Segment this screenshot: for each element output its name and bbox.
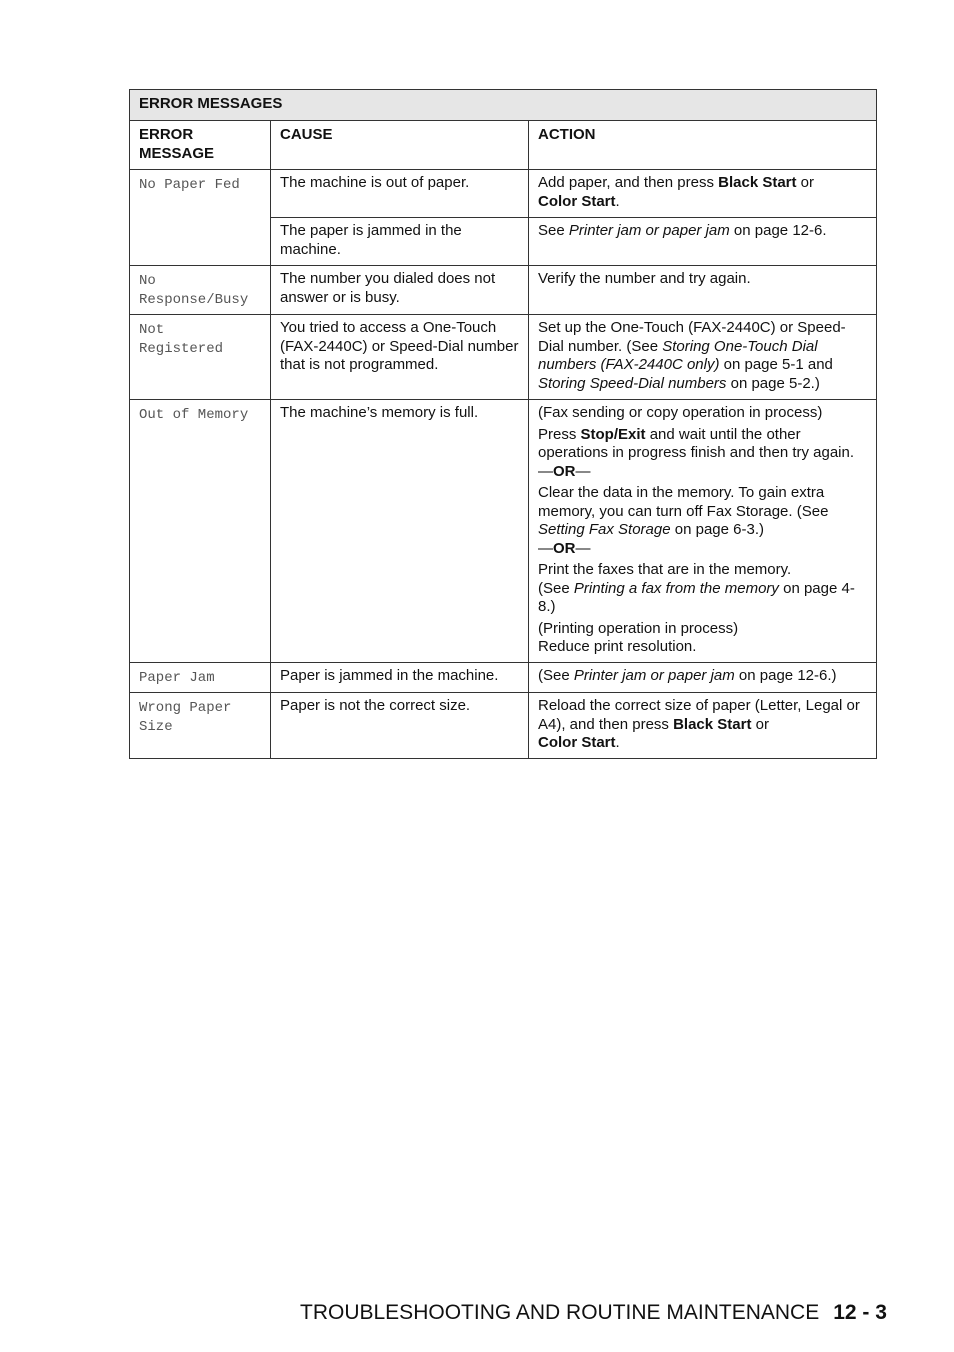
action-text: on page 12-6. — [729, 222, 827, 239]
or-separator — [538, 540, 868, 559]
cause-cell: You tried to access a One-Touch (FAX-2440C) or Speed-Dial number that is not programmed. — [271, 315, 529, 400]
dash-glyph: — — [538, 539, 553, 557]
error-message-text: Not — [139, 322, 165, 338]
action-text: (See — [538, 666, 574, 684]
dash-glyph: — — [575, 462, 591, 480]
action-text: . — [615, 192, 620, 210]
action-text: Press — [538, 425, 581, 443]
cause-cell: The number you dialed does not answer or is busy. — [271, 266, 529, 315]
cause-cell: The machine’s memory is full. — [271, 400, 529, 663]
error-messages-table — [129, 89, 877, 759]
table-row — [130, 662, 877, 693]
table-row — [130, 266, 877, 315]
cause-cell: The machine is out of paper. — [271, 170, 529, 218]
action-text: or — [751, 715, 769, 733]
action-text: Add paper, and then press — [538, 174, 719, 191]
table-row — [130, 693, 877, 759]
reference-link-text: Printer jam or paper jam — [568, 222, 730, 239]
action-text: Set up the One-Touch (FAX-2440C) or Speed-Dial number. (See — [538, 319, 846, 355]
action-paragraph — [538, 580, 868, 617]
black-start-key: Black Start — [718, 174, 797, 191]
action-text: . — [615, 734, 620, 751]
action-text: on page 6-3.) — [670, 521, 764, 538]
table-header-row — [130, 121, 877, 170]
action-paragraph: Print the faxes that are in the memory. — [538, 561, 792, 578]
table-row — [130, 400, 877, 663]
black-start-key: Black Start — [673, 715, 752, 733]
action-cell — [529, 400, 877, 663]
error-message-cell — [130, 266, 271, 315]
action-paragraph: (Fax sending or copy operation in process) — [538, 404, 823, 421]
error-message-text: No Paper Fed — [139, 177, 240, 193]
cause-cell: The paper is jammed in the machine. — [271, 218, 529, 266]
action-cell — [529, 693, 877, 759]
header-cause: CAUSE — [271, 121, 529, 170]
table-row — [130, 170, 877, 218]
reference-link-text: Storing Speed-Dial numbers — [538, 374, 727, 392]
color-start-key: Color Start — [538, 192, 616, 210]
action-text: on page 12-6.) — [734, 666, 837, 684]
reference-link-text: Storing One-Touch Dial numbers (FAX-2440C only) — [538, 337, 818, 373]
error-message-cell — [130, 400, 271, 663]
color-start-key: Color Start — [538, 734, 616, 751]
stop-exit-key: Stop/Exit — [580, 425, 646, 443]
action-text: on page 5-2.) — [726, 374, 820, 392]
error-message-text: No — [139, 273, 156, 289]
error-message-text: Response/Busy — [139, 291, 249, 308]
reference-link-text: Printer jam or paper jam — [573, 666, 735, 684]
action-text: See — [538, 222, 569, 239]
header-error-message-line1: ERROR — [139, 126, 194, 143]
error-message-text: Registered — [139, 340, 224, 357]
action-cell — [529, 170, 877, 218]
cause-cell: Paper is not the correct size. — [271, 693, 529, 759]
action-paragraph — [538, 484, 868, 540]
error-message-cell — [130, 662, 271, 693]
reference-link-text: Setting Fax Storage — [538, 521, 671, 538]
table-row — [130, 315, 877, 400]
dash-glyph: — — [538, 462, 553, 480]
header-error-message — [130, 121, 271, 170]
error-message-cell — [130, 315, 271, 400]
reference-link-text: Printing a fax from the memory — [573, 579, 779, 597]
action-text: Clear the data in the memory. To gain extra memory, you can turn off Fax Storage. (See — [538, 484, 829, 520]
header-action: ACTION — [529, 121, 877, 170]
error-message-text: Out of Memory — [139, 407, 249, 423]
dash-glyph: — — [575, 539, 591, 557]
footer-page-number: 12 - 3 — [833, 1301, 887, 1324]
cause-cell: Paper is jammed in the machine. — [271, 662, 529, 693]
action-paragraph — [538, 426, 868, 463]
action-text: on page 4-8.) — [538, 579, 855, 615]
page-footer — [300, 1300, 887, 1326]
header-error-message-line2: MESSAGE — [139, 144, 215, 162]
action-cell — [529, 218, 877, 266]
error-message-cell — [130, 170, 271, 266]
action-text: or — [796, 174, 815, 191]
error-message-text: Paper Jam — [139, 669, 215, 686]
action-text: (See — [538, 579, 574, 597]
action-cell: Verify the number and try again. — [529, 266, 877, 315]
action-text: and wait until the other operations in progress finish and then try again. — [538, 425, 855, 461]
action-paragraph: (Printing operation in process) — [538, 619, 739, 637]
error-message-text: Size — [139, 718, 173, 735]
or-label: OR — [553, 462, 576, 480]
table-caption: ERROR MESSAGES — [130, 90, 877, 121]
or-separator — [538, 463, 868, 482]
error-message-cell — [130, 693, 271, 759]
action-text: on page 5-1 and — [719, 356, 833, 373]
or-label: OR — [553, 539, 576, 557]
error-message-text: Wrong Paper — [139, 700, 232, 716]
action-cell — [529, 662, 877, 693]
action-paragraph: Reduce print resolution. — [538, 638, 697, 655]
footer-section-title: TROUBLESHOOTING AND ROUTINE MAINTENANCE — [300, 1301, 820, 1324]
action-cell — [529, 315, 877, 400]
action-text: Reload the correct size of paper (Letter, Legal or A4), and then press — [538, 697, 860, 733]
